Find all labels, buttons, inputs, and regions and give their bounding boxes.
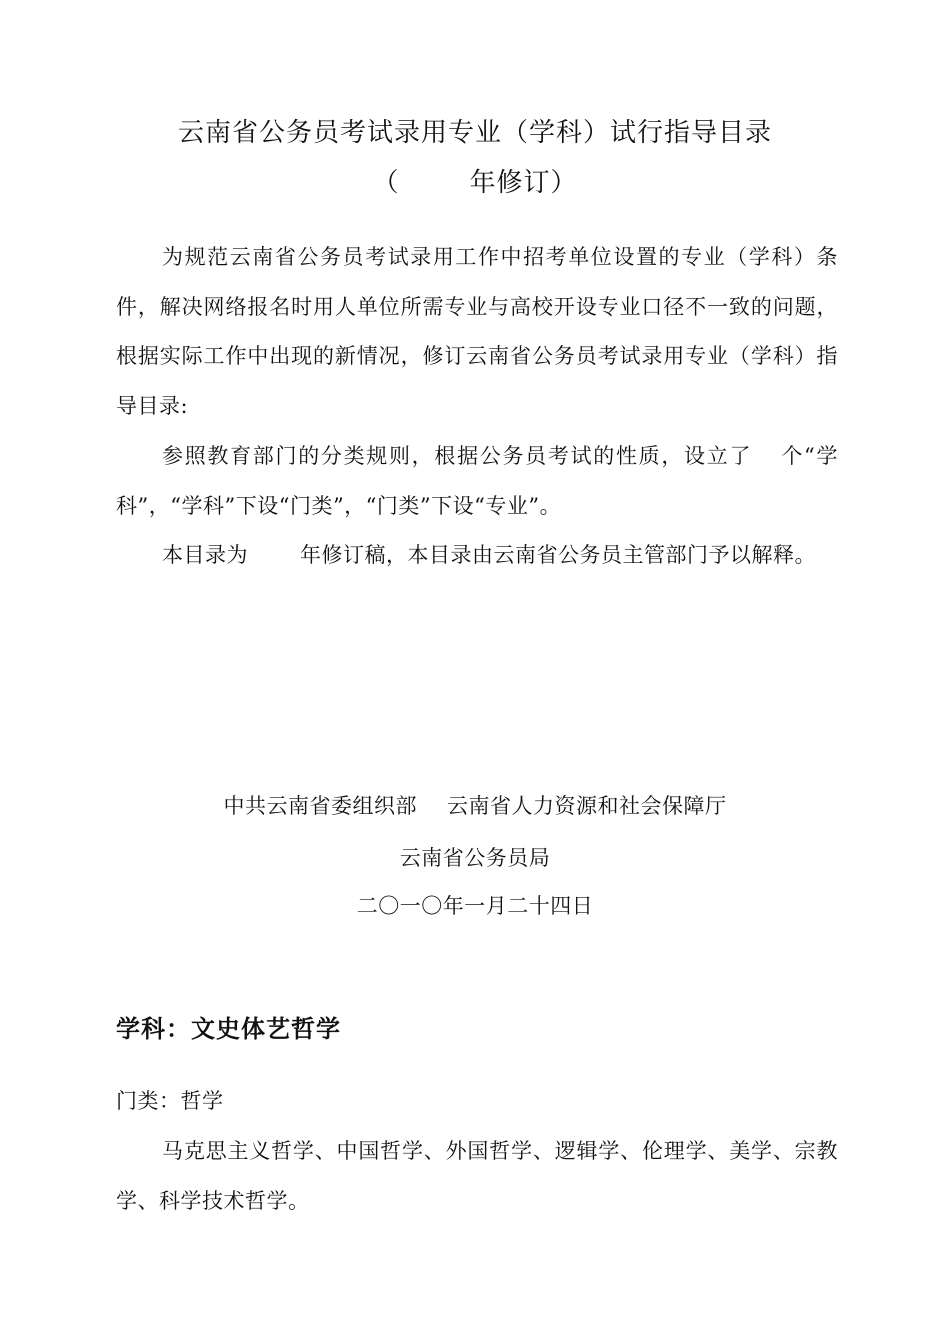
classification-block — [116, 432, 838, 531]
signature-date: 二〇一〇年一月二十四日 — [356, 894, 594, 918]
signature-organizations — [0, 790, 950, 820]
signature-org-2: 云南省人力资源和社会保障厅 — [447, 794, 727, 818]
intro-block — [116, 233, 838, 431]
revision-text-a: 本目录为 — [162, 543, 248, 567]
classification-paragraph — [116, 432, 838, 531]
revision-block — [116, 531, 838, 581]
classification-text-a: 参照教育部门的分类规则，根据公务员考试的性质，设立了 — [162, 444, 753, 468]
signature-org-1: 中共云南省委组织部 — [223, 794, 417, 818]
category-label: 门类：哲学 — [116, 1089, 224, 1113]
subtitle-revision-text: 年修订） — [469, 168, 578, 198]
document-title: 云南省公务员考试录用专业（学科）试行指导目录 — [177, 118, 772, 148]
signature-org-3: 云南省公务员局 — [399, 846, 551, 870]
revision-paragraph — [116, 531, 838, 581]
intro-paragraph: 为规范云南省公务员考试录用工作中招考单位设置的专业（学科）条件，解决网络报名时用人单位所需专业与高校开设专业口径不一致的问题，根据实际工作中出现的新情况，修订云南省公务员考试录用专业（学科）指导目录: — [116, 245, 838, 418]
section-heading: 学科：文史体艺哲学 — [116, 1015, 341, 1043]
subtitle-open-paren: （ — [372, 168, 400, 198]
classification-text-b: 个“学科”，“学科”下设“门类”，“门类”下设“专业”。 — [116, 444, 838, 518]
revision-text-b: 年修订稿，本目录由云南省公务员主管部门予以解释。 — [300, 543, 816, 567]
majors-list: 马克思主义哲学、中国哲学、外国哲学、逻辑学、伦理学、美学、宗教学、科学技术哲学。 — [116, 1139, 838, 1213]
document-subtitle — [0, 162, 950, 199]
